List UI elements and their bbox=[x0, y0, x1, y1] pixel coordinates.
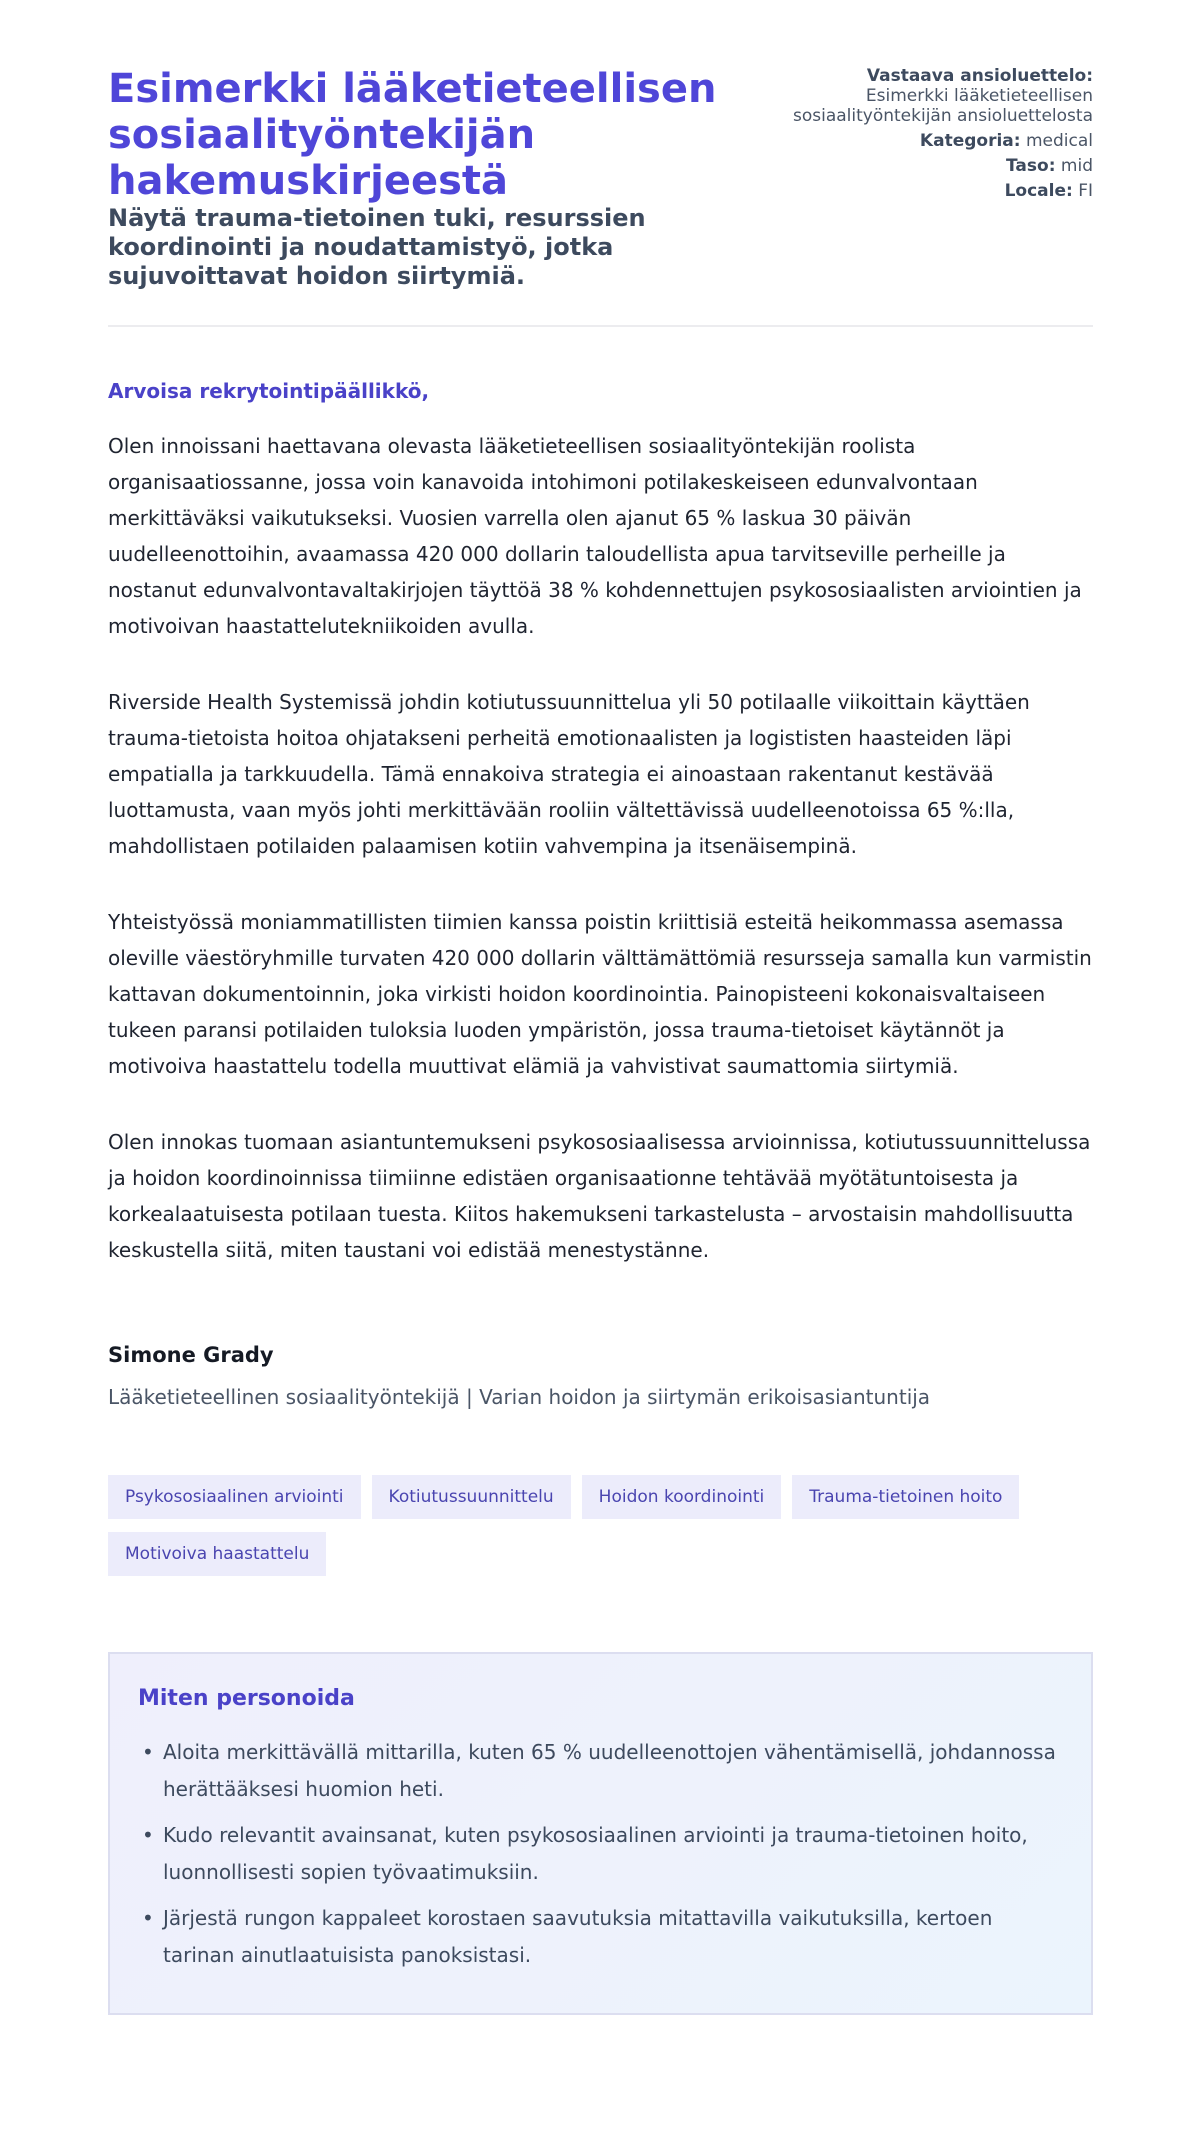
signature-name: Simone Grady bbox=[108, 1343, 274, 1367]
skill-tag: Hoidon koordinointi bbox=[582, 1475, 782, 1519]
meta-resume bbox=[773, 66, 1093, 126]
skill-tags bbox=[108, 1475, 1093, 1576]
paragraph-closing: Olen innokas tuomaan asiantuntemukseni psykososiaalisessa arvioinnissa, kotiutussuunnittelussa ja hoidon koordinoinnissa tiimiinne edistäen organisaationne tehtävää myötätuntoisesta ja korkealaatuisesta potilaan tuesta. Kiitos hakemukseni tarkastelusta – arvostaisin mahdollisuutta keskustella siitä, miten taustani voi edistää menestystänne. bbox=[108, 1130, 1091, 1262]
tips-title: Miten personoida bbox=[138, 1686, 355, 1711]
bullet-icon: • bbox=[142, 1823, 154, 1847]
meta-locale-value: FI bbox=[1078, 181, 1093, 201]
meta-level-label: Taso: bbox=[1006, 156, 1056, 176]
paragraph-intro: Olen innoissani haettavana olevasta lääketieteellisen sosiaalityöntekijän roolista organisaatiossanne, jossa voin kanavoida intohimoni potilakeskeiseen edunvalvontaan merkittäväksi vaikutukseksi. Vuosien varrella olen ajanut 65 % laskua 30 päivän uudelleenottoihin, avaamassa 420 000 dollarin taloudellista apua tarvitseville perheille ja nostanut edunvalvontavaltakirjojen täyttöä 38 % kohdennettujen psykososiaalisten arviointien ja motivoivan haastattelutekniikoiden avulla. bbox=[108, 434, 1082, 638]
tip-item bbox=[138, 1900, 1063, 1974]
tip-text: Järjestä rungon kappaleet korostaen saavutuksia mitattavilla vaikutuksilla, kertoen tarinan ainutlaatuisista panoksistasi. bbox=[163, 1906, 993, 1967]
meta-level-value: mid bbox=[1060, 156, 1093, 176]
meta-category-value: medical bbox=[1025, 131, 1093, 151]
page-subtitle: Näytä trauma-tietoinen tuki, resurssien koordinointi ja noudattamistyö, jotka sujuvoittavat hoidon siirtymiä. bbox=[108, 204, 646, 290]
meta-resume-label: Vastaava ansioluettelo: bbox=[866, 66, 1093, 86]
personalization-tips-box bbox=[108, 1652, 1093, 2015]
meta-resume-value: Esimerkki lääketieteellisen sosiaalityöntekijän ansioluettelosta bbox=[792, 86, 1093, 126]
paragraph-collaboration: Yhteistyössä moniammatillisten tiimien kanssa poistin kriittisiä esteitä heikommassa asemassa oleville väestöryhmille turvaten 420 000 dollarin välttämättömiä resursseja samalla kun varmistin kattavan dokumentoinnin, joka virkisti hoidon koordinointia. Painopisteeni kokonaisvaltaiseen tukeen paransi potilaiden tuloksia luoden ympäristön, jossa trauma-tietoiset käytännöt ja motivoiva haastattelu todella muuttivat elämiä ja vahvistivat saumattomia siirtymiä. bbox=[108, 910, 1092, 1078]
page-header bbox=[108, 66, 1093, 327]
meta-category-label: Kategoria: bbox=[919, 131, 1021, 151]
tips-list bbox=[138, 1734, 1063, 1974]
meta-category bbox=[773, 131, 1093, 151]
letter-body bbox=[108, 377, 1093, 1268]
bullet-icon: • bbox=[142, 1740, 154, 1764]
bullet-icon: • bbox=[142, 1906, 154, 1930]
skill-tag: Trauma-tietoinen hoito bbox=[792, 1475, 1019, 1519]
paragraph-experience: Riverside Health Systemissä johdin kotiutussuunnittelua yli 50 potilaalle viikoittain käyttäen trauma-tietoista hoitoa ohjatakseni perheitä emotionaalisten ja logististen haasteiden läpi empatialla ja tarkkuudella. Tämä ennakoiva strategia ei ainoastaan rakentanut kestävää luottamusta, vaan myös johti merkittävään rooliin vältettävissä uudelleenotoissa 65 %:lla, mahdollistaen potilaiden palaamisen kotiin vahvempina ja itsenäisempinä. bbox=[108, 690, 1030, 858]
meta-locale-label: Locale: bbox=[1004, 181, 1073, 201]
meta-panel bbox=[773, 66, 1093, 206]
tip-item bbox=[138, 1817, 1063, 1891]
skill-tag: Kotiutussuunnittelu bbox=[372, 1475, 571, 1519]
signature-block bbox=[108, 1340, 1093, 1412]
skill-tag: Psykososiaalinen arviointi bbox=[108, 1475, 361, 1519]
page-title: Esimerkki lääketieteellisen sosiaalityöntekijän hakemuskirjeestä bbox=[108, 66, 717, 204]
meta-level bbox=[773, 156, 1093, 176]
header-titles bbox=[108, 66, 748, 291]
salutation: Arvoisa rekrytointipäällikkö, bbox=[108, 379, 430, 403]
tip-text: Aloita merkittävällä mittarilla, kuten 65 % uudelleenottojen vähentämisellä, johdannossa herättääksesi huomion heti. bbox=[163, 1740, 1056, 1801]
meta-locale bbox=[773, 181, 1093, 201]
tip-item bbox=[138, 1734, 1063, 1808]
signature-title: Lääketieteellinen sosiaalityöntekijä | Varian hoidon ja siirtymän erikoisasiantuntija bbox=[108, 1385, 931, 1409]
tip-text: Kudo relevantit avainsanat, kuten psykososiaalinen arviointi ja trauma-tietoinen hoito, luonnollisesti sopien työvaatimuksiin. bbox=[163, 1823, 1028, 1884]
skill-tag: Motivoiva haastattelu bbox=[108, 1532, 326, 1576]
